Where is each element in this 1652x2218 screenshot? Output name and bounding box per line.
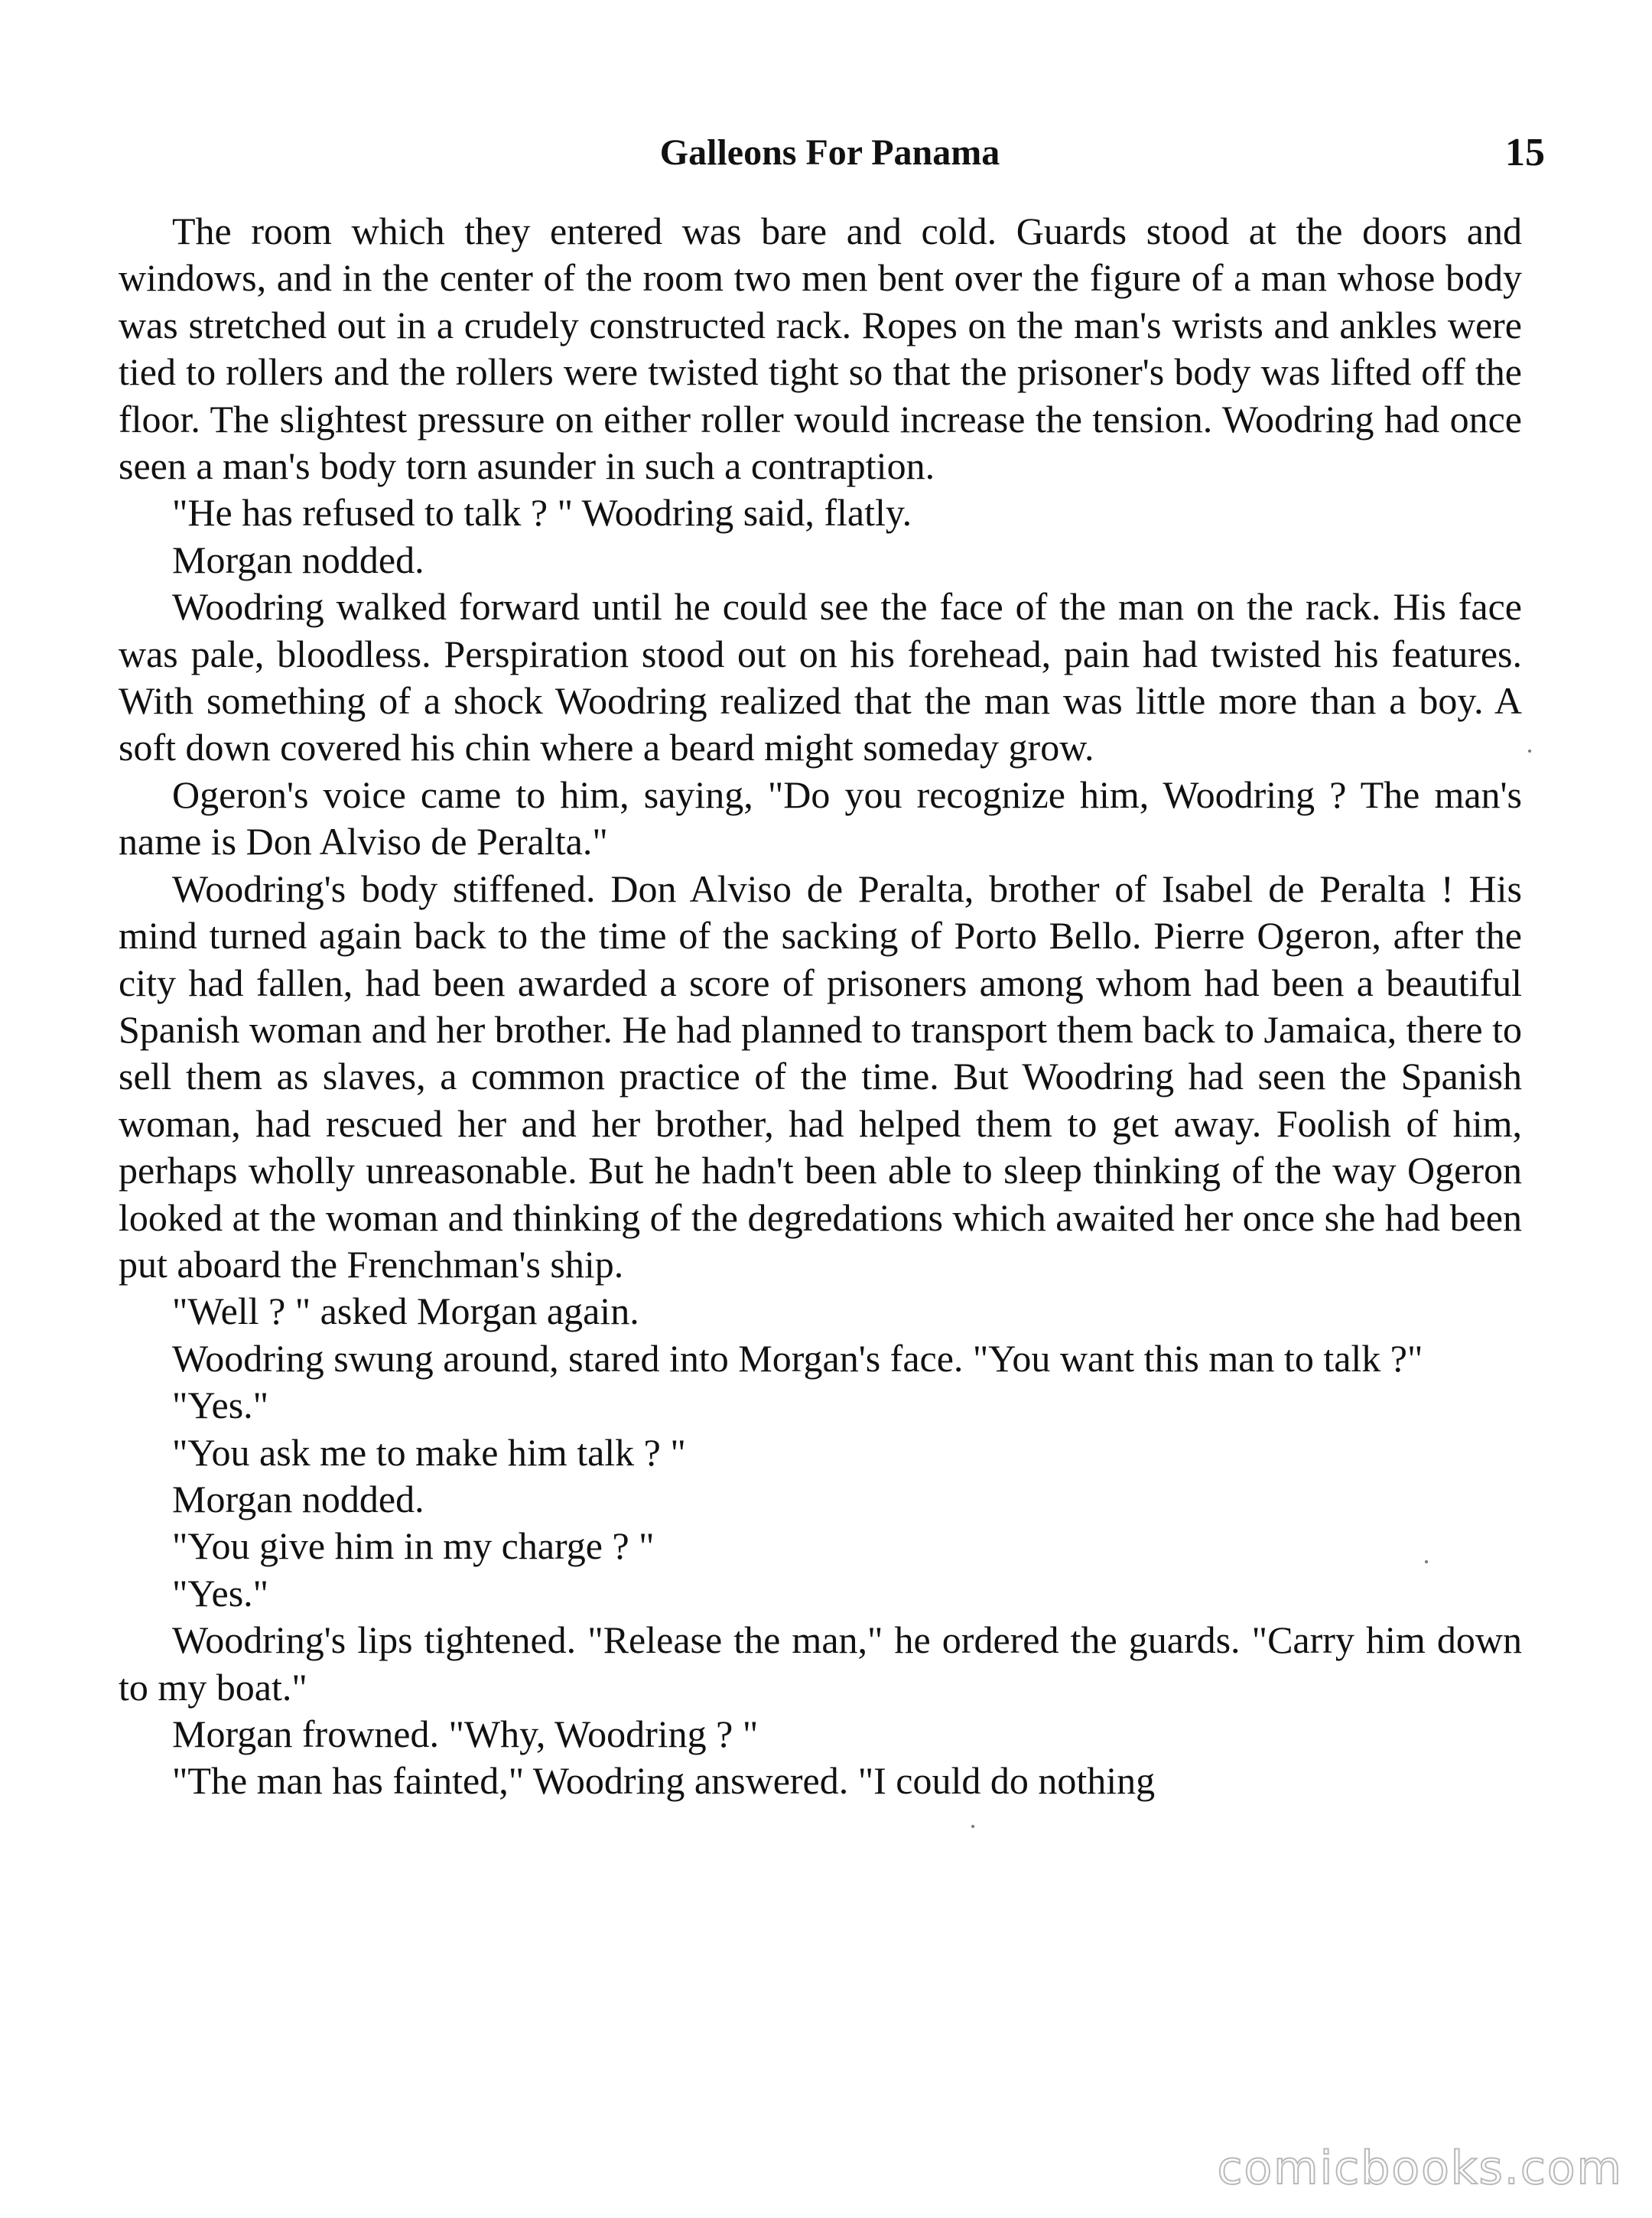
paragraph: Woodring's lips tightened. "Release the man," he ordered the guards. "Carry him down to my boat." — [119, 1618, 1522, 1709]
print-speck — [971, 1825, 974, 1828]
paragraph: The room which they entered was bare and cold. Guards stood at the doors and windows, and in the center of the room two men bent over the figure of a man whose body was stretched out in a crudely constructed rack. Ropes on the man's wrists and ankles were tied to rollers and the rollers were twisted tight so that the prisoner's body was lifted off the floor. The slightest pressure on either roller would increase the tension. Woodring had once seen a man's body torn asunder in such a contraption. — [119, 210, 1522, 488]
paragraph: Woodring swung around, stared into Morgan's face. "You want this man to talk ?" — [172, 1336, 1423, 1380]
paragraph: "Yes." — [172, 1384, 269, 1427]
page-number: 15 — [1505, 131, 1545, 174]
paragraph: Woodring's body stiffened. Don Alviso de Peralta, brother of Isabel de Peralta ! His mind turned again back to the time of the sacking of Porto Bello. Pierre Ogeron, after the city had fallen, had been awarded a score of prisoners among whom had been a beautiful Spanish woman and her brother. He had planned to transport them back to Jamaica, there to sell them as slaves, a common practice of the time. But Woodring had seen the Spanish woman, had rescued her and her brother, had helped them to get away. Foolish of him, perhaps wholly unreasonable. But he hadn't been able to sleep thinking of the way Ogeron looked at the woman and thinking of the degredations which awaited her once she had been put aboard the Frenchman's ship. — [119, 867, 1522, 1286]
paragraph: Morgan frowned. "Why, Woodring ? " — [172, 1712, 759, 1755]
paragraph: Morgan nodded. — [172, 538, 424, 581]
paragraph: "Well ? " asked Morgan again. — [172, 1289, 639, 1333]
paragraph: "The man has fainted," Woodring answered. "I could do nothing — [172, 1759, 1156, 1803]
paragraph: Woodring walked forward until he could see the face of the man on the rack. His face was pale, bloodless. Perspiration stood out on his forehead, pain had twisted his features. With something of a shock Woodring realized that the man was little more than a boy. A soft down covered his chin where a beard might someday grow. — [119, 585, 1522, 769]
body-text — [119, 208, 1522, 1805]
paragraph: "He has refused to talk ? " Woodring said, flatly. — [172, 491, 912, 535]
running-title: Galleons For Panama — [659, 132, 1000, 173]
print-speck — [1425, 1560, 1428, 1563]
paragraph: Morgan nodded. — [172, 1477, 424, 1520]
paragraph: "Yes." — [172, 1571, 269, 1615]
page-header — [115, 122, 1545, 184]
paragraph: "You give him in my charge ? " — [172, 1524, 655, 1568]
watermark: comicbooks.com — [1217, 2142, 1623, 2195]
paragraph: "You ask me to make him talk ? " — [172, 1430, 686, 1474]
paragraph: Ogeron's voice came to him, saying, "Do you recognize him, Woodring ? The man's name is Don Alviso de Peralta." — [119, 772, 1522, 863]
print-speck — [1528, 750, 1531, 753]
